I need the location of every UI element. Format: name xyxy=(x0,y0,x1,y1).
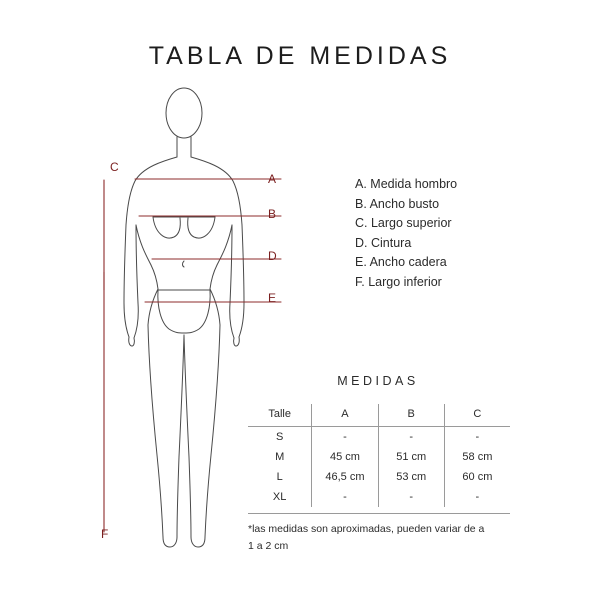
cell-b: - xyxy=(378,487,444,507)
table-row xyxy=(248,447,510,467)
legend-item: C. Largo superior xyxy=(355,216,452,230)
column-header-b: B xyxy=(378,404,444,427)
cell-talle: M xyxy=(275,451,285,463)
measures-note xyxy=(248,521,518,555)
legend-item: A. Medida hombro xyxy=(355,177,458,191)
legend-item: E. Ancho cadera xyxy=(355,255,447,269)
legend-item: D. Cintura xyxy=(355,235,412,250)
callout-letter-d: D xyxy=(268,249,278,263)
table-bottom-divider xyxy=(248,513,510,514)
measures-note-line2: 1 a 2 cm xyxy=(248,540,289,552)
column-header-talle: Talle xyxy=(248,404,312,427)
callout-letter-b: B xyxy=(268,207,277,221)
table-row xyxy=(248,427,510,448)
size-table xyxy=(248,404,510,507)
cell-a: 46,5 cm xyxy=(312,467,378,487)
callout-letter-a: A xyxy=(268,172,277,186)
measures-heading: MEDIDAS xyxy=(337,374,419,388)
callout-letter-f: F xyxy=(101,527,109,541)
cell-c: 60 cm xyxy=(444,467,510,487)
cell-c: 58 cm xyxy=(444,447,510,467)
cell-a: - xyxy=(312,487,378,507)
cell-a: 45 cm xyxy=(312,447,378,467)
legend-item: F. Largo inferior xyxy=(355,274,442,289)
table-header-row xyxy=(248,404,510,427)
table-row xyxy=(248,487,510,507)
callout-letter-c: C xyxy=(110,160,120,174)
column-header-a: A xyxy=(312,404,378,427)
column-header-c: C xyxy=(444,404,510,427)
cell-talle: S xyxy=(275,431,284,443)
cell-talle: L xyxy=(276,471,283,483)
size-table-wrapper xyxy=(248,404,510,507)
cell-c: - xyxy=(444,427,510,448)
cell-a: - xyxy=(312,427,378,448)
table-row xyxy=(248,467,510,487)
page-title: TABLA DE MEDIDAS xyxy=(148,42,452,70)
cell-b: 51 cm xyxy=(378,447,444,467)
legend xyxy=(355,175,555,292)
cell-b: - xyxy=(378,427,444,448)
callout-letter-e: E xyxy=(268,291,277,305)
measures-note-line1: *las medidas son aproximadas, pueden variar de a xyxy=(248,523,485,535)
cell-c: - xyxy=(444,487,510,507)
cell-talle: XL xyxy=(272,491,287,503)
legend-item: B. Ancho busto xyxy=(355,196,440,211)
cell-b: 53 cm xyxy=(378,467,444,487)
